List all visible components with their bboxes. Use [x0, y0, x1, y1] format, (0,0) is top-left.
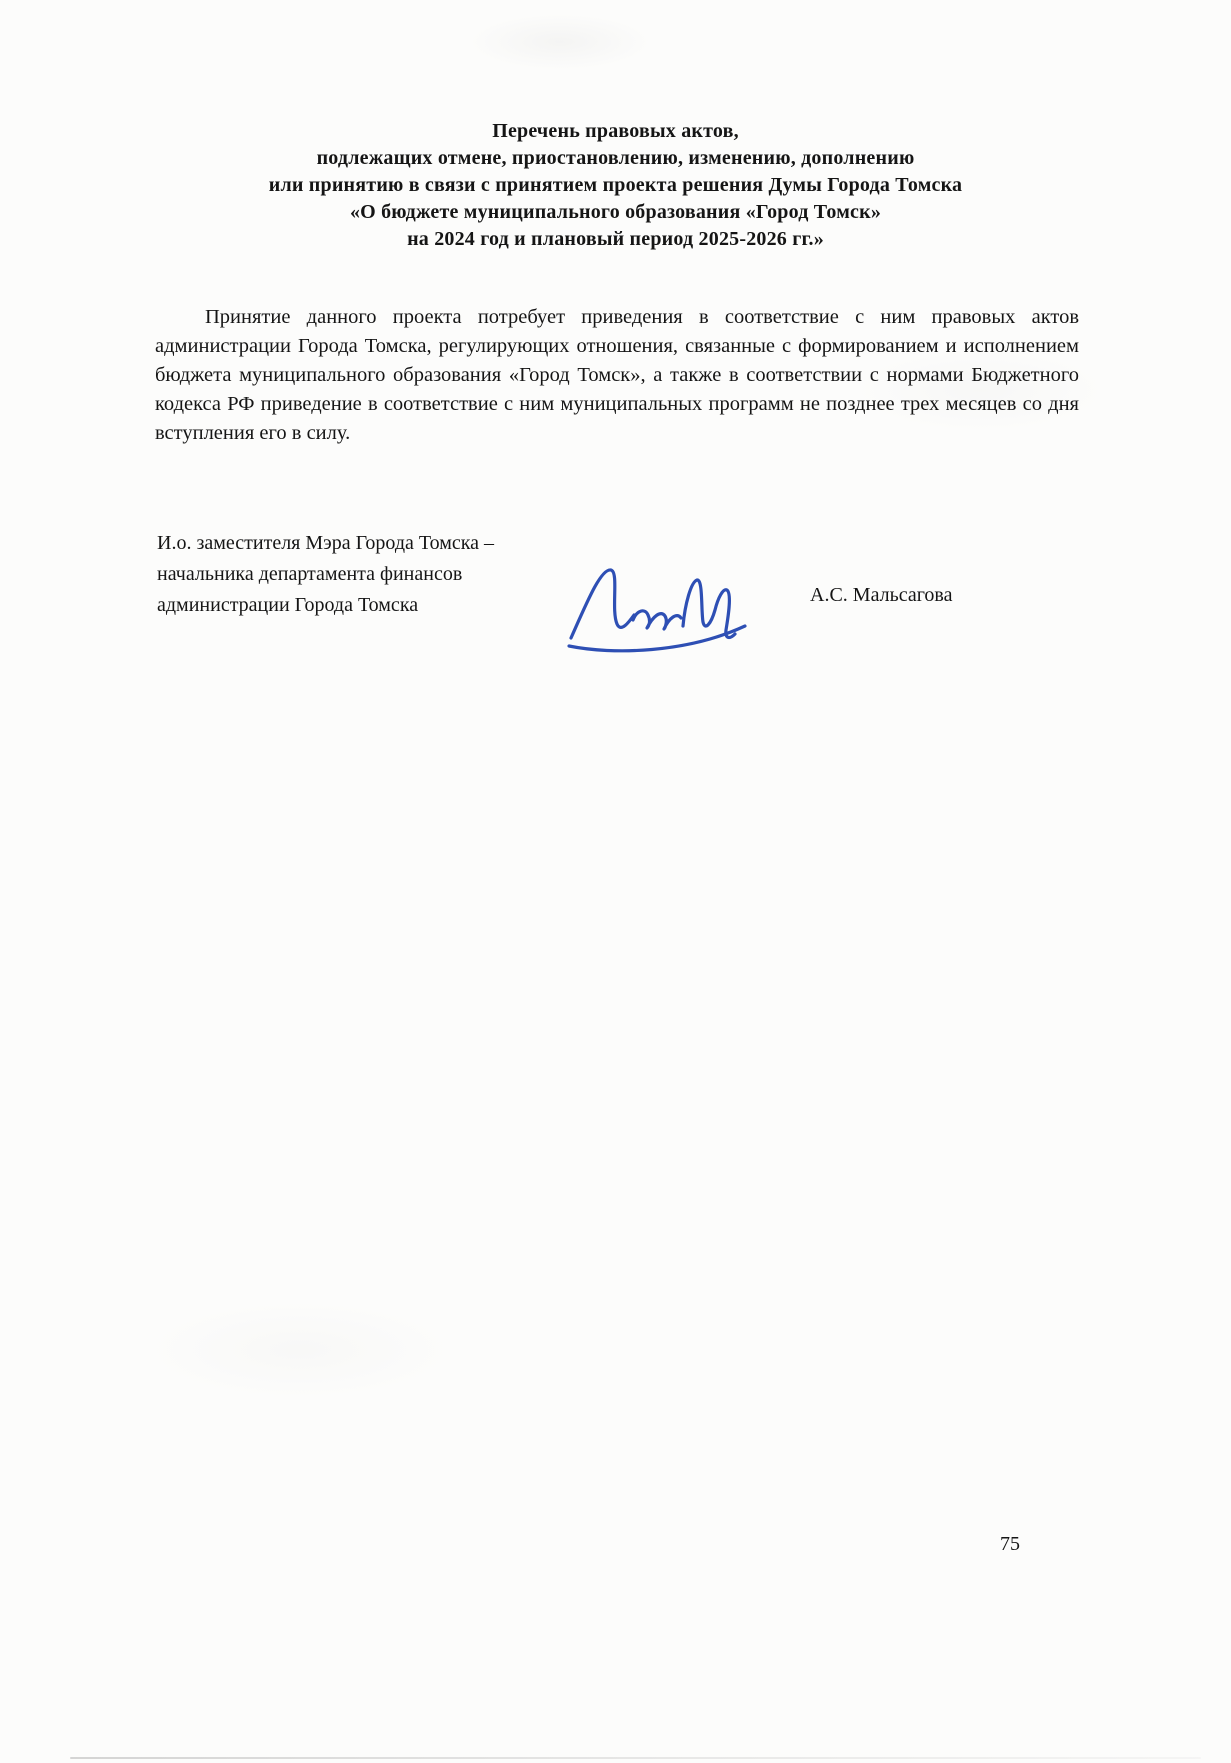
signer-position-line-2: начальника департамента финансов	[157, 563, 463, 585]
signer-position-title	[157, 528, 494, 621]
title-line-2: подлежащих отмене, приостановлению, изменению, дополнению	[316, 147, 915, 169]
body-paragraph: Принятие данного проекта потребует приведения в соответствие с ним правовых актов администрации Города Томска, регулирующих отношения, связанные с формированием и исполнением бюджета муниципального образования «Город Томск», а также в соответствии с нормами Бюджетного кодекса РФ приведение в соответствие с ним муниципальных программ не позднее трех месяцев со дня вступления его в силу.	[155, 306, 1079, 444]
signer-name: А.С. Мальсагова	[810, 584, 953, 606]
signer-position-line-3: администрации Города Томска	[157, 594, 419, 616]
title-line-5: на 2024 год и плановый период 2025-2026 гг.»	[407, 228, 824, 250]
signature-area	[0, 528, 1231, 688]
signer-position-line-1: И.о. заместителя Мэра Города Томска –	[157, 532, 495, 554]
page-number: 75	[1000, 1533, 1020, 1555]
title-line-1: Перечень правовых актов,	[492, 120, 739, 142]
document-title	[0, 0, 1231, 253]
scan-artifact-line	[70, 1757, 1201, 1759]
title-line-3: или принятию в связи с принятием проекта решения Думы Города Томска	[268, 174, 963, 196]
title-line-4: «О бюджете муниципального образования «Город Томск»	[349, 201, 882, 223]
handwritten-signature-icon	[565, 558, 770, 658]
